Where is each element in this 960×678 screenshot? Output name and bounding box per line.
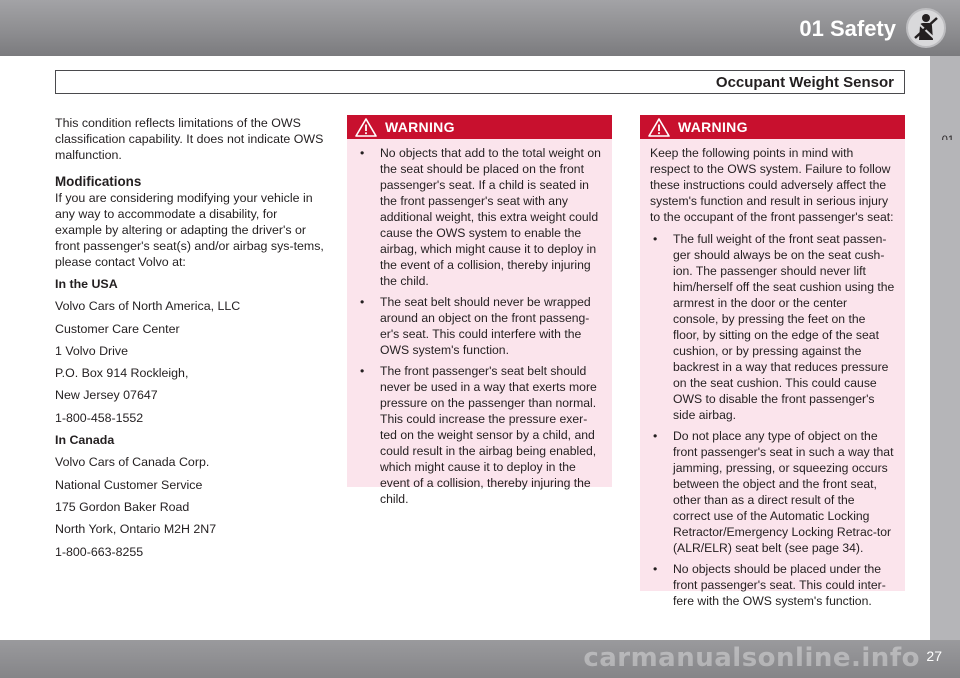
warning-list-item — [357, 145, 602, 289]
intro-paragraph: This condition reflects limitations of the OWS classification capability. It does not indicate OWS malfunction. — [55, 116, 324, 162]
warning-header — [640, 115, 905, 139]
warning-label: WARNING — [678, 119, 748, 135]
address-list — [55, 276, 325, 560]
chapter-side-tab — [930, 56, 960, 140]
address-line: 1-800-663-8255 — [55, 544, 144, 559]
bullet-icon: • — [653, 562, 658, 576]
chapter-header-bar — [0, 0, 960, 56]
address-line: Customer Care Center — [55, 321, 180, 336]
modifications-heading: Modifications — [55, 174, 142, 189]
warning-triangle-icon — [355, 118, 377, 137]
address-country-heading: In the USA — [55, 277, 118, 291]
warning-list-item — [357, 363, 602, 507]
warning-box-2 — [640, 115, 905, 608]
address-line: Volvo Cars of Canada Corp. — [55, 455, 210, 470]
warning-list — [650, 231, 895, 609]
bullet-icon: • — [360, 364, 365, 378]
chapter-title: 01 Safety — [799, 16, 896, 41]
page-number: 27 — [926, 648, 942, 664]
warning-body — [347, 139, 612, 507]
address-line: 175 Gordon Baker Road — [55, 499, 190, 514]
bullet-icon: • — [360, 146, 365, 160]
address-line: North York, Ontario M2H 2N7 — [55, 522, 217, 537]
warning-body — [640, 139, 905, 609]
bullet-icon: • — [653, 232, 658, 246]
warning-item-text: The seat belt should never be wrapped around an object on the front passeng-er's seat. This could interfere with the OWS system's function. — [380, 295, 591, 357]
address-line: New Jersey 07647 — [55, 388, 158, 403]
address-line: P.O. Box 914 Rockleigh, — [55, 366, 189, 381]
modifications-paragraph: If you are considering modifying your vehicle in any way to accommodate a disability, for example by altering or adapting the driver's or front passenger's seat(s) and/or airbag sys-tems, please contact Volvo at: — [55, 191, 324, 269]
text-column-1 — [55, 115, 325, 566]
warning-list-item — [357, 294, 602, 358]
right-gutter — [930, 140, 960, 640]
warning-item-text: The full weight of the front seat passen-ger should always be on the seat cush-ion. The passenger should never lift him/herself off the seat cushion using the armrest in the door or the center console, by pressing the feet on the floor, by sitting on the edge of the seat cushion, or by pressing against the backrest in a way that reduces pressure on the seat cushion. This could cause OWS to disable the front passenger's side airbag. — [673, 232, 895, 422]
warning-header — [347, 115, 612, 139]
address-line: 1-800-458-1552 — [55, 410, 144, 425]
watermark: carmanualsonline.info — [583, 643, 920, 673]
seatbelt-person-icon — [906, 8, 946, 48]
warning-list-item — [650, 561, 895, 609]
warning-intro: Keep the following points in mind with respect to the OWS system. Failure to follow these instructions could adversely affect the system's function and result in serious injury to the occupant of the front passenger's seat: — [650, 146, 894, 224]
warning-item-text: No objects that add to the total weight on the seat should be placed on the front passenger's seat. If a child is seated in the front passenger's seat with any additional weight, this extra weight could cause the OWS system to enable the airbag, which might cause it to deploy in the event of a collision, thereby injuring the child. — [380, 146, 601, 288]
section-title: Occupant Weight Sensor — [715, 74, 894, 91]
warning-label: WARNING — [385, 119, 455, 135]
address-line: 1 Volvo Drive — [55, 343, 129, 358]
address-line: National Customer Service — [55, 477, 203, 492]
side-tab-strip — [905, 56, 930, 640]
warning-triangle-icon — [648, 118, 670, 137]
warning-item-text: The front passenger's seat belt should never be used in a way that exerts more pressure on the passenger than normal. This could increase the pressure exer-ted on the weight sensor by a child, and could result in the airbag being enabled, which might cause it to deploy in the event of a collision, thereby injuring the child. — [380, 364, 597, 506]
warning-list-item — [650, 428, 895, 556]
address-country-heading: In Canada — [55, 433, 115, 448]
warning-item-text: Do not place any type of object on the front passenger's seat in such a way that jamming, pressing, or squeezing occurs between the object and the front seat, other than as a direct result of the correct use of the Automatic Locking Retractor/Emergency Locking Retrac-tor (ALR/ELR) seat belt (see page 34). — [673, 429, 894, 555]
warning-list — [357, 145, 602, 507]
warning-box-1 — [347, 115, 612, 506]
warning-item-text: No objects should be placed under the front passenger's seat. This could inter-fere with the OWS system's function. — [673, 562, 886, 608]
warning-list-item — [650, 231, 895, 423]
address-line: Volvo Cars of North America, LLC — [55, 299, 241, 314]
bullet-icon: • — [360, 295, 365, 309]
bullet-icon: • — [653, 429, 658, 443]
section-header-bar — [55, 70, 905, 94]
